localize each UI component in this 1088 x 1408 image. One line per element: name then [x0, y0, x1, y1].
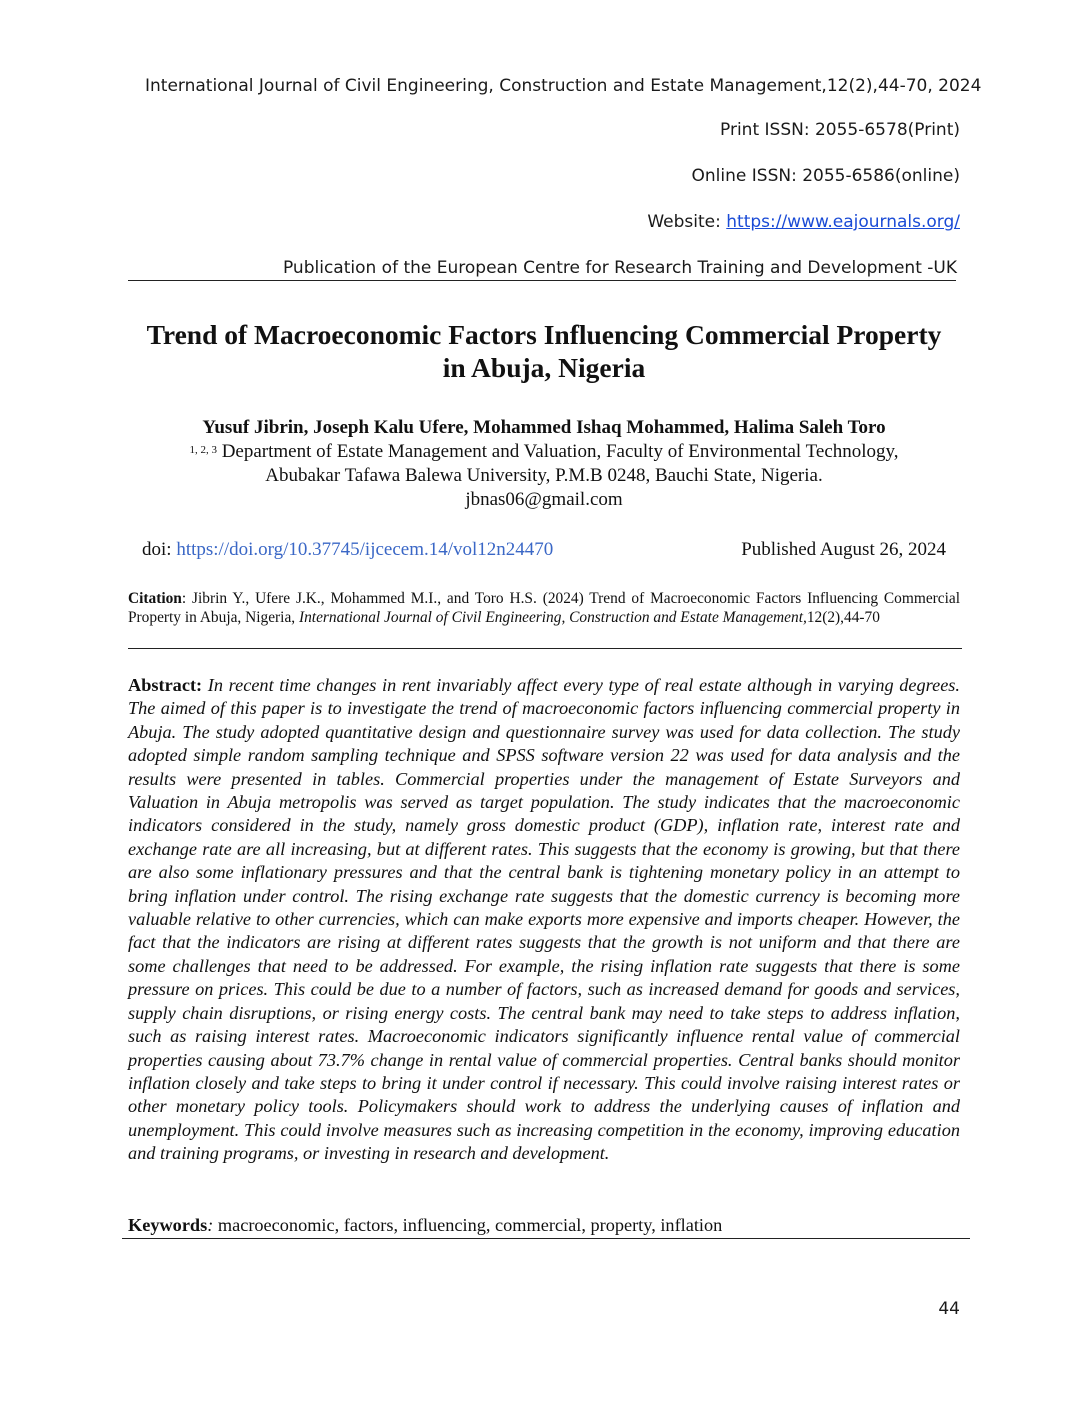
keywords-rule [122, 1238, 970, 1239]
abstract [128, 674, 960, 1166]
doi-link[interactable]: https://doi.org/10.37745/ijcecem.14/vol12n24470 [176, 539, 554, 560]
abstract-text: In recent time changes in rent invariably affect every type of real estate although in varying degrees. The aimed of this paper is to investigate the trend of macroeconomic factors influencing commercial property in Abuja. The study adopted quantitative design and questionnaire survey was used for data collection. The study adopted simple random sampling technique and SPSS software version 22 was used for data analysis and the results were presented in tables. Commercial properties under the management of Estate Surveyors and Valuation in Abuja metropolis was served as target population. The study indicates that the macroeconomic indicators considered in the study, namely gross domestic product (GDP), inflation rate, interest rate and exchange rate are all increasing, but at different rates. This suggests that the economy is growing, but that there are also some inflationary pressures and that the central bank is tightening monetary policy in an attempt to bring inflation under control. The rising exchange rate suggests that the domestic currency is becoming more valuable relative to other currencies, which can make exports more expensive and imports cheaper. However, the fact that the indicators are rising at different rates suggests that the growth is not uniform and that there are some challenges that need to be addressed. For example, the rising inflation rate suggests that there is some pressure on prices. This could be due to a number of factors, such as increased demand for goods and services, supply chain disruptions, or rising energy costs. The central bank may need to take steps to address inflation, such as raising interest rates. Macroeconomic indicators significantly influence rental value of commercial properties causing about 73.7% change in rental value of commercial properties. Central banks should monitor inflation closely and take steps to bring it under control if necessary. This could involve raising interest rates or other monetary policy tools. Policymakers should work to address the underlying causes of inflation and unemployment. This could involve measures such as increasing competition in the economy, improving education and training programs, or investing in research and development. [128, 675, 960, 1164]
doi-line [142, 539, 553, 561]
citation-rule [128, 648, 962, 649]
website-line [647, 212, 960, 232]
header-rule [128, 280, 956, 281]
author-list: Yusuf Jibrin, Joseph Kalu Ufere, Mohammed Ishaq Mohammed, Halima Saleh Toro [202, 417, 886, 438]
citation-label: Citation [128, 590, 182, 607]
online-issn: Online ISSN: 2055-6586(online) [691, 166, 960, 186]
keywords-colon: : [207, 1215, 214, 1235]
citation-text: : Jibrin Y., Ufere J.K., Mohammed M.I., and Toro H.S. (2024) Trend of Macroeconomic Factors Influencing Commercial Property in Abuja, Nigeria, [128, 590, 960, 626]
keywords-label: Keywords [128, 1215, 208, 1235]
website-link[interactable]: https://www.eajournals.org/ [726, 212, 960, 232]
article-title [100, 318, 988, 384]
publisher-line: Publication of the European Centre for Research Training and Development -UK [282, 258, 957, 278]
published-date: Published August 26, 2024 [741, 539, 946, 560]
abstract-label: Abstract: [128, 675, 203, 695]
affiliation [100, 440, 988, 512]
title-line-2: in Abuja, Nigeria [442, 352, 646, 383]
journal-header: International Journal of Civil Engineering, Construction and Estate Management,12(2),44-70, 2024 [145, 76, 982, 96]
citation-journal: International Journal of Civil Engineering, Construction and Estate Management, [298, 609, 807, 626]
title-line-1: Trend of Macroeconomic Factors Influencing Commercial Property [146, 319, 942, 350]
keywords-text: macroeconomic, factors, influencing, commercial, property, inflation [213, 1215, 723, 1235]
affiliation-line-2: Abubakar Tafawa Balewa University, P.M.B 0248, Bauchi State, Nigeria. [265, 465, 823, 486]
print-issn: Print ISSN: 2055-6578(Print) [720, 120, 960, 140]
doi-label: doi: [142, 539, 177, 560]
affiliation-line-1: $^{1, 2, 3}$ Department of Estate Management and Valuation, Faculty of Environmental Technology, [189, 441, 899, 462]
affiliation-superscript: 1, 2, 3 [189, 444, 217, 456]
keywords [128, 1215, 722, 1236]
author-email: jbnas06@gmail.com [465, 489, 623, 510]
page-number: 44 [938, 1299, 960, 1319]
citation [128, 589, 960, 627]
citation-pages: 12(2),44-70 [806, 609, 880, 626]
website-label: Website: [647, 212, 727, 232]
